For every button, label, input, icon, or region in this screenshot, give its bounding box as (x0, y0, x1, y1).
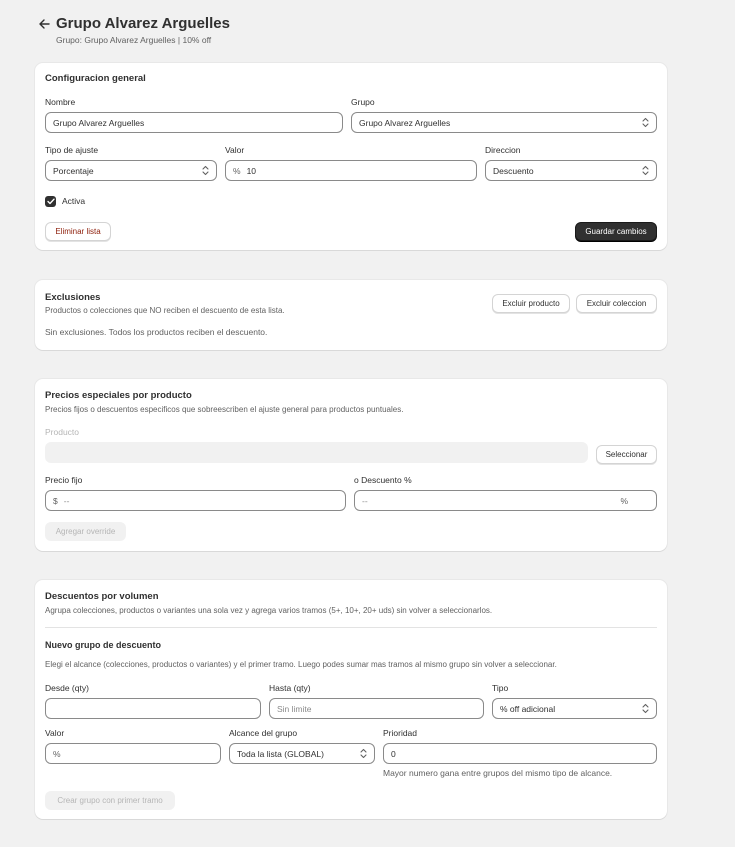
general-settings-card (35, 63, 667, 250)
priority-help: Mayor numero gana entre grupos del mismo tipo de alcance. (383, 768, 613, 778)
percent-prefix: % (233, 165, 241, 176)
card-title: Configuracion general (45, 73, 146, 84)
adjust-type-value: Porcentaje (53, 165, 94, 176)
priority-input[interactable] (383, 743, 657, 764)
volume-discounts-card (35, 580, 667, 819)
group-select[interactable] (351, 112, 657, 133)
active-label: Activa (62, 196, 86, 206)
to-qty-placeholder: Sin limite (277, 703, 312, 714)
select-chevron-icon (641, 117, 649, 129)
direction-value: Descuento (493, 165, 534, 176)
from-qty-input[interactable] (45, 698, 261, 719)
percent-suffix: % (620, 495, 628, 506)
card-title: Precios especiales por producto (45, 390, 192, 401)
new-group-description: Elegi el alcance (colecciones, productos o variantes) y el primer tramo. Luego podes sumar mas tramos al mismo grupo sin volver a seleccionar. (45, 660, 557, 669)
exclusions-card (35, 280, 667, 350)
group-value: Grupo Alvarez Arguelles (359, 117, 451, 128)
type-value: % off adicional (500, 703, 556, 714)
fixed-price-placeholder: -- (63, 495, 70, 506)
select-chevron-icon (359, 748, 367, 760)
card-title: Exclusiones (45, 292, 101, 303)
fixed-price-input[interactable] (45, 490, 346, 511)
product-label: Producto (45, 427, 80, 437)
name-input[interactable] (45, 112, 343, 133)
fixed-price-label: Precio fijo (45, 475, 83, 485)
to-qty-label: Hasta (qty) (269, 683, 311, 693)
page-title: Grupo Alvarez Arguelles (56, 15, 230, 32)
select-product-button[interactable]: Seleccionar (596, 445, 657, 464)
checkmark-icon (47, 197, 55, 207)
page-subtitle: Grupo: Grupo Alvarez Arguelles | 10% off (56, 35, 212, 45)
percent-prefix: % (53, 748, 61, 759)
discount-label: o Descuento % (354, 475, 412, 485)
empty-exclusions-text: Sin exclusiones. Todos los productos reciben el descuento. (45, 327, 268, 337)
exclude-product-button[interactable]: Excluir producto (492, 294, 570, 313)
type-select[interactable] (492, 698, 657, 719)
group-label: Grupo (351, 97, 375, 107)
product-input (45, 442, 588, 463)
active-checkbox[interactable] (45, 196, 56, 207)
value-input[interactable] (45, 743, 221, 764)
priority-value: 0 (391, 748, 396, 759)
adjust-type-select[interactable] (45, 160, 217, 181)
scope-label: Alcance del grupo (229, 728, 298, 738)
discount-input[interactable] (354, 490, 657, 511)
delete-list-button[interactable]: Eliminar lista (45, 222, 111, 241)
new-group-title: Nuevo grupo de descuento (45, 640, 162, 650)
to-qty-input[interactable] (269, 698, 484, 719)
card-description: Precios fijos o descuentos especificos que sobreescriben el ajuste general para productos puntuales. (45, 405, 404, 414)
type-label: Tipo (492, 683, 509, 693)
card-description: Productos o colecciones que NO reciben el descuento de esta lista. (45, 306, 285, 315)
save-changes-button[interactable]: Guardar cambios (575, 222, 657, 241)
scope-value: Toda la lista (GLOBAL) (237, 748, 324, 759)
add-override-button[interactable]: Agregar override (45, 522, 126, 541)
create-group-button[interactable]: Crear grupo con primer tramo (45, 791, 175, 810)
name-label: Nombre (45, 97, 76, 107)
exclude-collection-button[interactable]: Excluir coleccion (576, 294, 657, 313)
adjust-type-label: Tipo de ajuste (45, 145, 99, 155)
from-qty-label: Desde (qty) (45, 683, 89, 693)
value-label: Valor (225, 145, 245, 155)
dollar-prefix: $ (53, 495, 58, 506)
special-prices-card (35, 379, 667, 551)
name-value: Grupo Alvarez Arguelles (53, 117, 145, 128)
select-chevron-icon (201, 165, 209, 177)
arrow-left-icon (39, 17, 50, 32)
direction-select[interactable] (485, 160, 657, 181)
card-title: Descuentos por volumen (45, 591, 159, 602)
value-label: Valor (45, 728, 65, 738)
value-input[interactable] (225, 160, 477, 181)
divider (45, 627, 657, 628)
priority-label: Prioridad (383, 728, 418, 738)
scope-select[interactable] (229, 743, 375, 764)
select-chevron-icon (641, 703, 649, 715)
select-chevron-icon (641, 165, 649, 177)
direction-label: Direccion (485, 145, 521, 155)
back-button[interactable] (36, 16, 52, 32)
discount-placeholder: -- (362, 495, 368, 506)
card-description: Agrupa colecciones, productos o variantes una sola vez y agrega varios tramos (5+, 10+, 20+ uds) sin volver a seleccionarlos. (45, 606, 493, 615)
value-value: 10 (246, 165, 257, 176)
